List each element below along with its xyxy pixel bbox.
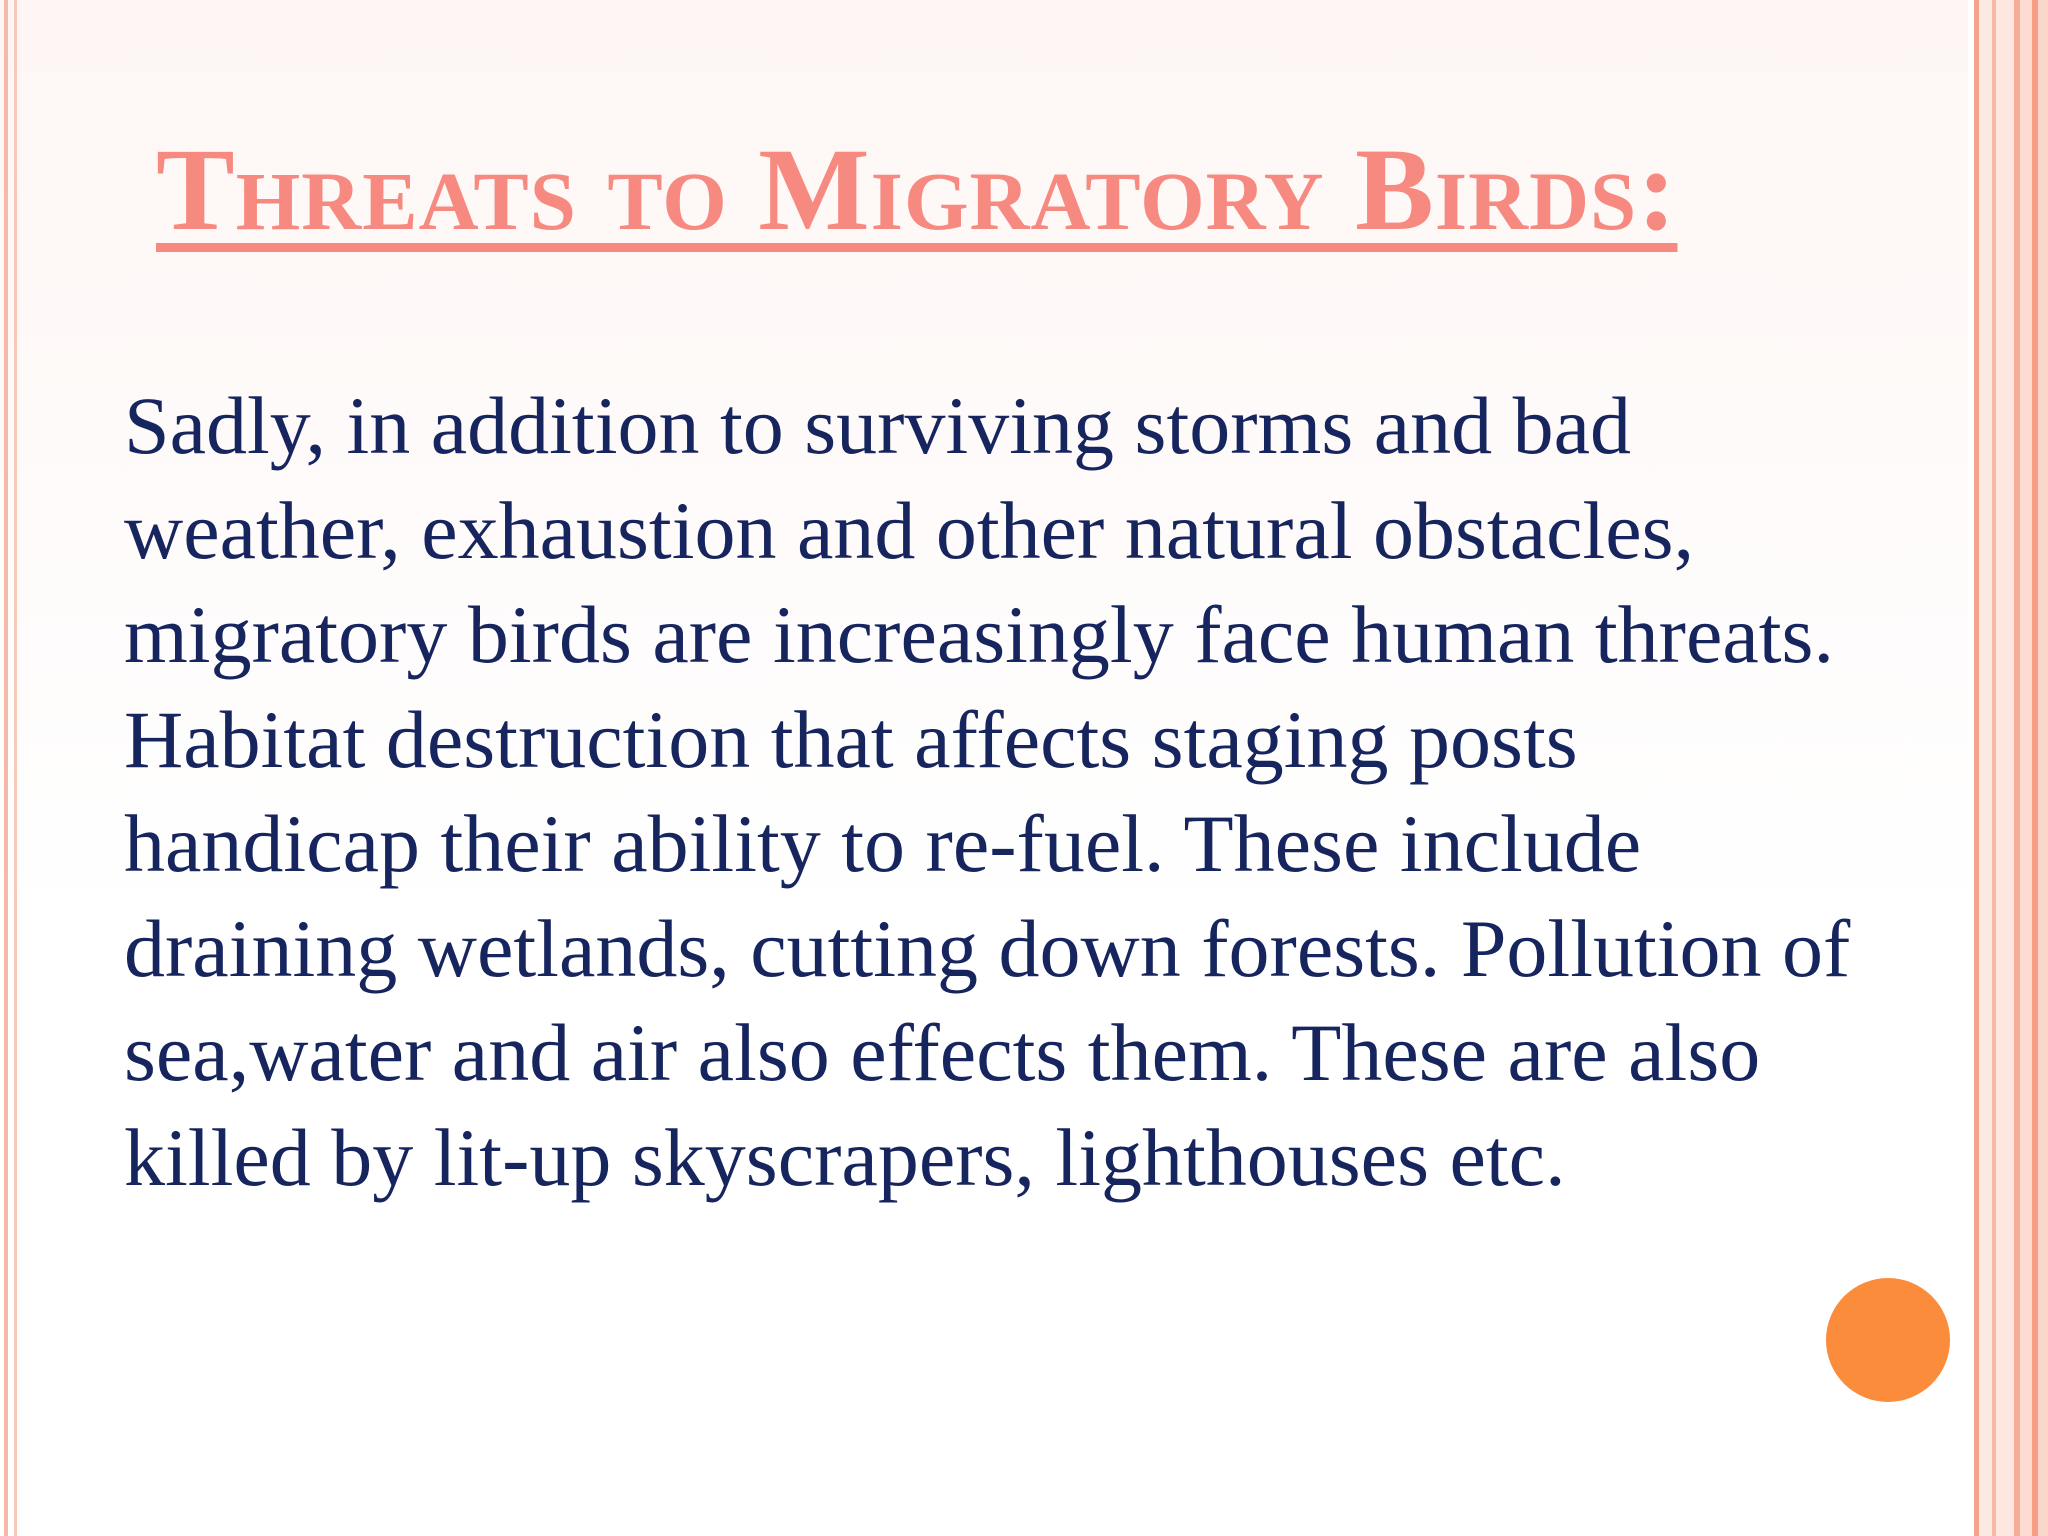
left-border-line-inner [14, 0, 17, 1536]
decorative-circle [1826, 1278, 1950, 1402]
slide-body-text: Sadly, in addition to surviving storms and bad weather, exhaustion and other natural obstacles, migratory birds are increasingly face human threats. Habitat destruction that affects staging posts handicap their ability to re-fuel. These include draining wetlands, cutting down forests. Pollution of sea,water and air also effects them. These are also killed by lit-up skyscrapers, lighthouses etc. [124, 380, 1851, 1203]
right-border-band [1968, 0, 2048, 1536]
slide-title: Threats to Migratory Birds: [156, 124, 1678, 255]
left-border-line [4, 0, 8, 1536]
